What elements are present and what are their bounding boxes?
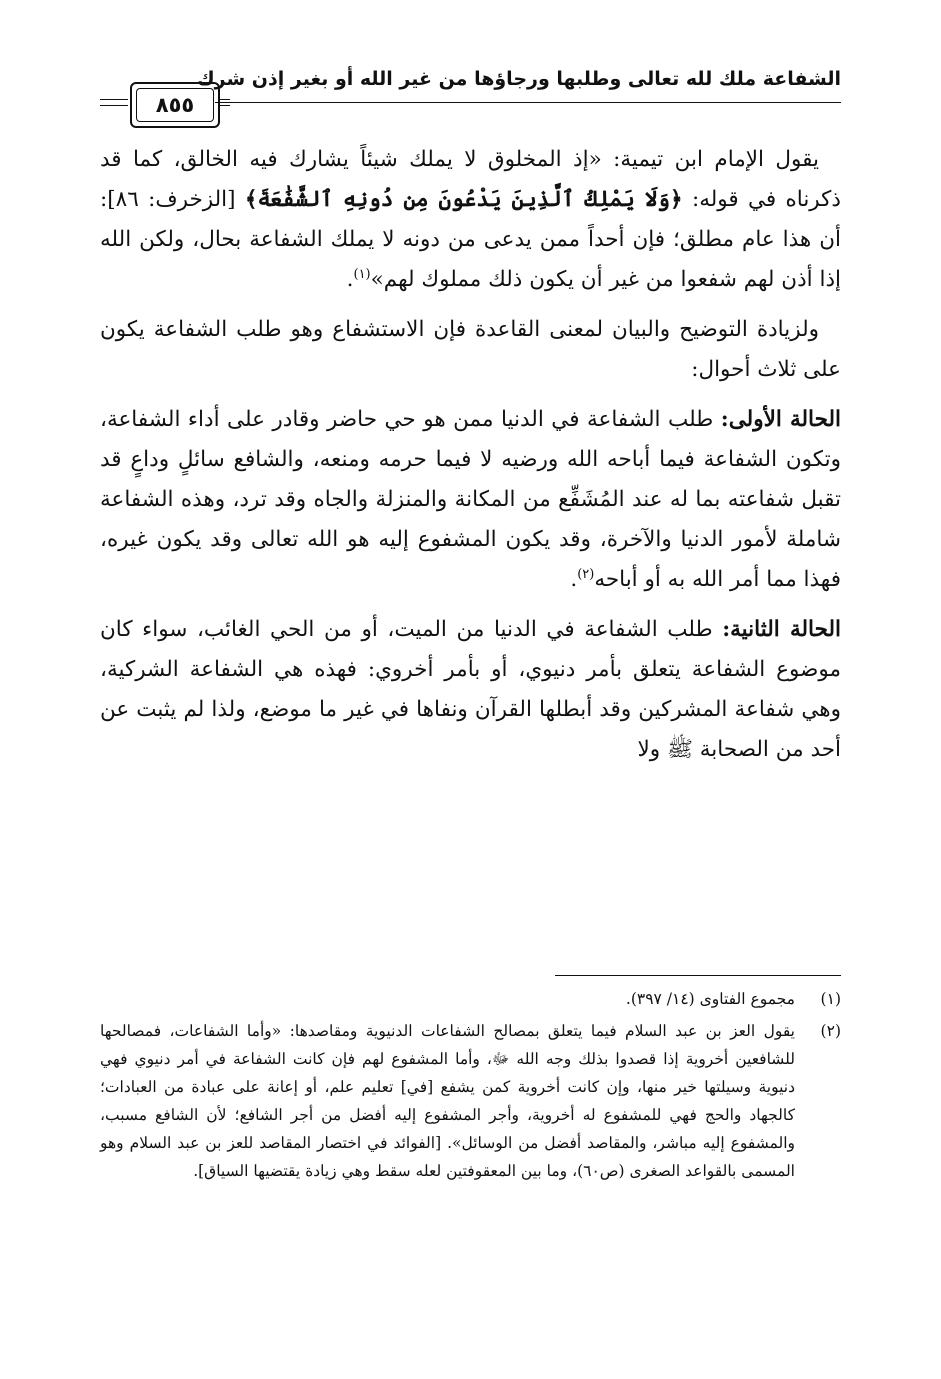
footnote-mark: (١) xyxy=(820,990,841,1008)
page-number-frame xyxy=(130,82,220,128)
footnote-ref-1[interactable]: (١) xyxy=(353,266,371,282)
footnote-mark: (٢) xyxy=(820,1022,841,1040)
footnotes xyxy=(100,985,841,1189)
case-1-text: طلب الشفاعة في الدنيا ممن هو حي حاضر وقادر على أداء الشفاعة، وتكون الشفاعة فيما أباحه الله ورضيه لا فيما حرمه ومنعه، والشافع سائلٍ وداعٍ قد تقبل شفاعته بما له عند المُشَفِّع من المكانة والمنزلة والجاه وقد ترد، وهذه الشفاعة شاملة لأمور الدنيا والآخرة، وقد يكون المشفوع إليه هو الله تعالى وقد يكون غيره، فهذا مما أمر الله به أو أباحه xyxy=(100,407,841,592)
header-ornament-left xyxy=(100,99,128,106)
case-2-title: الحالة الثانية: xyxy=(722,617,841,642)
paragraph-end: . xyxy=(570,567,578,592)
paragraph-case-2 xyxy=(100,610,841,770)
footnote-2 xyxy=(100,1017,841,1185)
paragraph-end: . xyxy=(346,267,354,292)
header-ornament-right xyxy=(218,99,230,106)
paragraph-text: يقول الإمام ابن تيمية: «إذ المخلوق لا يملك شيئاً يشارك فيه الخالق، كما قد ذكرناه في قوله: xyxy=(100,147,841,212)
case-1-title: الحالة الأولى: xyxy=(720,407,841,432)
case-2-text: طلب الشفاعة في الدنيا من الميت، أو من الحي الغائب، سواء كان موضوع الشفاعة يتعلق بأمر دنيوي، أو بأمر أخروي: فهذه هي الشفاعة الشركية، وهي شفاعة المشركين وقد أبطلها القرآن ونفاها في غير ما موضع، ولذا لم يثبت عن أحد من الصحابة ﷺ ولا xyxy=(100,617,841,762)
paragraph-ibn-taymiyyah xyxy=(100,140,841,300)
footnote-1 xyxy=(100,985,841,1013)
paragraph-text: [الزخرف: ٨٦]: أن هذا عام مطلق؛ فإن أحداً ممن يدعى من دونه لا يملك الشفاعة بحال، ولكن الله إذا أذن لهم شفعوا من غير أن يكون ذلك مملوك لهم» xyxy=(100,187,841,292)
footnote-ref-2[interactable]: (٢) xyxy=(577,566,595,582)
running-title: الشفاعة ملك لله تعالى وطلبها ورجاؤها من غير الله أو بغير إذن شرك xyxy=(197,68,841,90)
paragraph-case-1 xyxy=(100,400,841,600)
header-rule xyxy=(215,102,841,103)
footnote-text: يقول العز بن عبد السلام فيما يتعلق بمصالح الشفاعات الدنيوية ومقاصدها: «وأما الشفاعات، فمصالحها للشافعين أخروية إذا قصدوا بذلك وجه الله ﷻ، وأما المشفوع لهم فإن كانت الشفاعة في أمر دنيوي فهي دنيوية وسيلتها خير منها، وإن كانت أخروية كمن يشفع [في] تعليم علم، أو إعانة على عبادة من العبادات؛ كالجهاد والحج فهي للمشفوع له أخروية، وأجر المشفوع إليه أفضل من أجر الشافع؛ لأن الشافع مسبب، والمشفوع إليه مباشر، والمقاصد أفضل من الوسائل». [الفوائد في اختصار المقاصد للعز بن عبد السلام وهو المسمى بالقواعد الصغرى (ص٦٠)، وما بين المعقوفتين لعله سقط وهي زيادة يقتضيها السياق]. xyxy=(100,1022,795,1180)
footnote-text: مجموع الفتاوى (١٤/ ٣٩٧). xyxy=(625,990,795,1008)
paragraph-intro-cases: ولزيادة التوضيح والبيان لمعنى القاعدة فإن الاستشفاع وهو طلب الشفاعة يكون على ثلاث أحوال: xyxy=(100,317,841,382)
page-number: ٨٥٥ xyxy=(155,93,195,117)
quran-verse: ﴿وَلَا يَمْلِكُ ٱلَّذِينَ يَدْعُونَ مِن دُونِهِ ٱلشَّفَٰعَةَ﴾ xyxy=(244,187,683,212)
main-text xyxy=(100,140,841,780)
footnote-rule xyxy=(555,975,841,976)
